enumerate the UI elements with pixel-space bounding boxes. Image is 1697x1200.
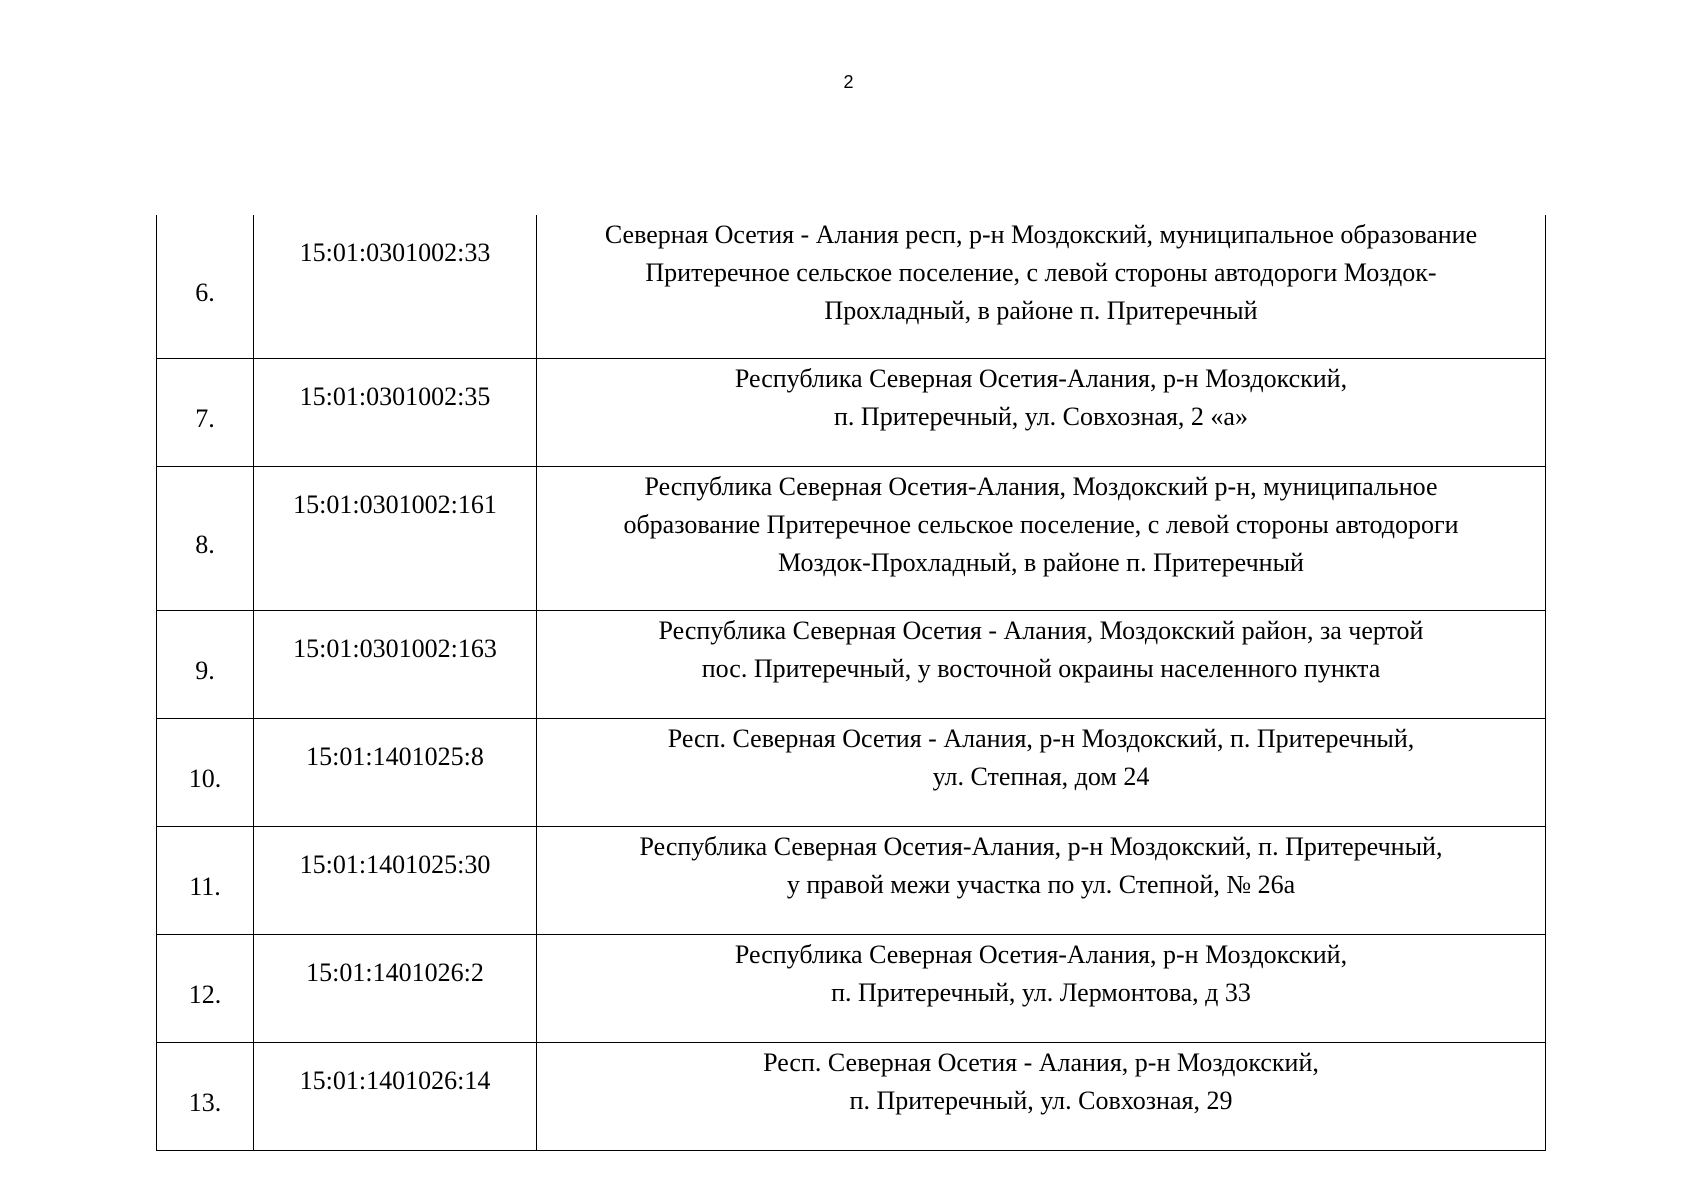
cadastral-number-cell xyxy=(254,359,537,467)
table-row xyxy=(157,827,1546,935)
address xyxy=(537,1043,1545,1120)
cadastral-number: 15:01:0301002:33 xyxy=(299,238,491,267)
cadastral-number-cell xyxy=(254,215,537,359)
address xyxy=(537,359,1545,436)
cadastral-number: 15:01:0301002:35 xyxy=(299,382,491,411)
address-line: п. Притеречный, ул. Совхозная, 2 «а» xyxy=(834,402,1248,431)
table-row xyxy=(157,611,1546,719)
address-cell xyxy=(537,215,1546,359)
row-number: 13. xyxy=(157,1043,254,1151)
row-number: 9. xyxy=(157,611,254,719)
address-line: у правой межи участка по ул. Степной, № 26а xyxy=(786,870,1296,899)
address-line: Респ. Северная Осетия - Алания, р-н Моздокский, п. Притеречный, xyxy=(667,724,1415,753)
address-cell xyxy=(537,719,1546,827)
address-line: Республика Северная Осетия-Алания, р-н Моздокский, п. Притеречный, xyxy=(639,832,1443,861)
row-number: 7. xyxy=(157,359,254,467)
address-line: пос. Притеречный, у восточной окраины населенного пункта xyxy=(701,654,1381,683)
address-cell xyxy=(537,1043,1546,1151)
address-line: ул. Степная, дом 24 xyxy=(932,762,1150,791)
row-number: 12. xyxy=(157,935,254,1043)
address xyxy=(537,827,1545,904)
address-cell xyxy=(537,935,1546,1043)
cadastral-number: 15:01:1401026:14 xyxy=(299,1066,491,1095)
cadastral-number-cell xyxy=(254,719,537,827)
cadastral-number-cell xyxy=(254,611,537,719)
table-row xyxy=(157,1043,1546,1151)
table-row xyxy=(157,215,1546,359)
address-line: Республика Северная Осетия-Алания, р-н Моздокский, xyxy=(734,364,1348,393)
address-cell xyxy=(537,827,1546,935)
address-line: п. Притеречный, ул. Лермонтова, д 33 xyxy=(831,978,1251,1007)
address-line: образование Притеречное сельское поселение, с левой стороны автодороги xyxy=(623,510,1459,539)
address-line: Республика Северная Осетия - Алания, Моздокский район, за чертой xyxy=(658,616,1424,645)
table-row xyxy=(157,719,1546,827)
address-line: Республика Северная Осетия-Алания, р-н Моздокский, xyxy=(734,940,1348,969)
address-line: Республика Северная Осетия-Алания, Моздокский р-н, муниципальное xyxy=(644,472,1438,501)
cadastral-number: 15:01:1401025:8 xyxy=(306,742,484,771)
address xyxy=(537,935,1545,1012)
land-plot-table xyxy=(156,215,1546,1151)
address xyxy=(537,611,1545,688)
cadastral-number: 15:01:1401026:2 xyxy=(306,958,484,987)
row-number: 10. xyxy=(157,719,254,827)
table-row xyxy=(157,467,1546,611)
address-line: Респ. Северная Осетия - Алания, р-н Моздокский, xyxy=(763,1048,1319,1077)
address-line: Моздок-Прохладный, в районе п. Притеречный xyxy=(778,548,1304,577)
address-line: Прохладный, в районе п. Притеречный xyxy=(824,296,1258,325)
address-cell xyxy=(537,467,1546,611)
address-line: Притеречное сельское поселение, с левой стороны автодороги Моздок- xyxy=(645,258,1437,287)
page-number: 2 xyxy=(843,72,854,92)
table-row xyxy=(157,359,1546,467)
address-line: п. Притеречный, ул. Совхозная, 29 xyxy=(849,1086,1233,1115)
cadastral-number-cell xyxy=(254,827,537,935)
address-line: Северная Осетия - Алания респ, р-н Моздокский, муниципальное образование xyxy=(604,220,1478,249)
cadastral-number-cell xyxy=(254,1043,537,1151)
cadastral-number: 15:01:0301002:163 xyxy=(293,634,497,663)
table-row xyxy=(157,935,1546,1043)
row-number: 8. xyxy=(157,467,254,611)
cadastral-number: 15:01:1401025:30 xyxy=(299,850,491,879)
address xyxy=(537,215,1545,330)
row-number: 6. xyxy=(157,215,254,359)
address-cell xyxy=(537,359,1546,467)
cadastral-number-cell xyxy=(254,467,537,611)
cadastral-number-cell xyxy=(254,935,537,1043)
address-cell xyxy=(537,611,1546,719)
cadastral-number: 15:01:0301002:161 xyxy=(293,490,497,519)
row-number: 11. xyxy=(157,827,254,935)
address xyxy=(537,467,1545,582)
address xyxy=(537,719,1545,796)
